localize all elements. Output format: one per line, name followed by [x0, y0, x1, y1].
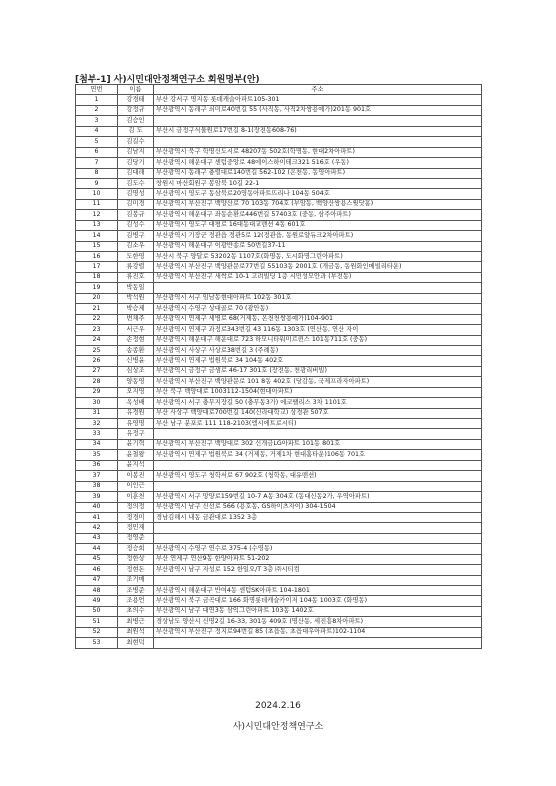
- member-name: 손정현: [118, 335, 154, 345]
- table-row: [76, 314, 482, 324]
- member-name: 김성수: [118, 220, 154, 230]
- member-name: 정영준: [118, 533, 154, 543]
- row-number: 36: [76, 460, 118, 470]
- member-name: 김길수: [118, 137, 154, 147]
- row-number: 53: [76, 638, 118, 648]
- member-name: 유정구: [118, 429, 154, 439]
- member-name: 도한영: [118, 252, 154, 262]
- member-address: [154, 429, 482, 439]
- row-number: 2: [76, 105, 118, 115]
- table-row: [76, 147, 482, 157]
- member-address: [154, 283, 482, 293]
- row-number: 29: [76, 387, 118, 397]
- row-number: 15: [76, 241, 118, 251]
- member-address: 경상남도 양산시 신명2길 16-33, 301동 409호 (명산동, 세진흥8차아파트): [154, 617, 482, 627]
- table-row: [76, 262, 482, 272]
- member-address: 부산광역시 부산진구 백양산로 70 103동 704호 (부암동, 백양산쌍용스윗닷홈): [154, 199, 482, 209]
- member-address: [154, 638, 482, 648]
- row-number: 42: [76, 523, 118, 533]
- member-name: 송종환: [118, 345, 154, 355]
- member-address: 부산광역시 기장군 정관읍 정관5로 12(정관읍, 동원로얄듀크2차아파트): [154, 231, 482, 241]
- table-row: [76, 283, 482, 293]
- member-address: 부산광역시 북구 금곡대로 166 화명롯데캐슬카이저 104동 1003호 (화명동): [154, 596, 482, 606]
- member-name: 이훈천: [118, 492, 154, 502]
- member-address: 부산 사상구 백양대로700번길 140(신라대학교) 상경관 507호: [154, 408, 482, 418]
- member-name: 양동영: [118, 377, 154, 387]
- member-address: 부산 강서구 명지동 롯데캐슬아파트105-301: [154, 95, 482, 105]
- table-row: [76, 492, 482, 502]
- member-address: 부산광역시 연제구 세병로 68(거제동, 온천천쌍용예가)104-901: [154, 314, 482, 324]
- member-address: 부산광역시 부산진구 새싹로 10-1 고려빌딩 1층 시민성모안과 (부전동): [154, 272, 482, 282]
- table-row: [76, 481, 482, 491]
- member-name: 최현덕: [118, 638, 154, 648]
- organization-name: 사)시민대안정책연구소: [232, 722, 324, 732]
- member-name: 신병윤: [118, 356, 154, 366]
- member-address: 부산광역시 해운대구 좌동순환로446번길 57403호 (중동, 삼주아파트): [154, 210, 482, 220]
- table-row: [76, 606, 482, 616]
- table-row: [76, 523, 482, 533]
- row-number: 51: [76, 617, 118, 627]
- member-address: 부산광역시 영도구 동삼북로20영동아파트뜨리나 104동 504호: [154, 189, 482, 199]
- member-name: 조용언: [118, 596, 154, 606]
- member-name: 정현돈: [118, 565, 154, 575]
- member-name: 김당기: [118, 158, 154, 168]
- row-number: 10: [76, 189, 118, 199]
- member-address: 부산광역시 연제구 법원북로 34 (거제동, 거제1차 현대홈타운)106동 701호: [154, 450, 482, 460]
- row-number: 7: [76, 158, 118, 168]
- member-address: 부산광역시 서구 망양로159번길 10-7 A동 304호 (동대신동2가, 우역아파트): [154, 492, 482, 502]
- member-address: 부산광역시 연제구 법원북로 34 104동 402호: [154, 356, 482, 366]
- member-name: 오지영: [118, 387, 154, 397]
- row-number: 44: [76, 544, 118, 554]
- member-address: 부산광역시 남구 대연3동 삼익그린아파트 103동 1402호: [154, 606, 482, 616]
- member-name: 박석원: [118, 293, 154, 303]
- member-name: 박동일: [118, 283, 154, 293]
- row-number: 8: [76, 168, 118, 178]
- row-number: 17: [76, 262, 118, 272]
- row-number: 26: [76, 356, 118, 366]
- member-name: 조병준: [118, 586, 154, 596]
- table-row: [76, 126, 482, 136]
- row-number: 28: [76, 377, 118, 387]
- row-number: 6: [76, 147, 118, 157]
- member-name: 조기매: [118, 575, 154, 585]
- header-no: 연번: [76, 85, 118, 95]
- member-name: 초의수: [118, 606, 154, 616]
- member-address: 부산광역시 부산진구 정지로94번길 85 (초읍동, 초읍대우아파트)102-1104: [154, 627, 482, 637]
- table-row: [76, 116, 482, 126]
- member-address: [154, 481, 482, 491]
- member-name: 정승희: [118, 544, 154, 554]
- member-roster-table: [75, 84, 482, 649]
- table-row: [76, 137, 482, 147]
- member-address: 부산광역시 수영구 상대골로 70 (광안동): [154, 304, 482, 314]
- table-row: [76, 575, 482, 585]
- member-name: 류진호: [118, 272, 154, 282]
- member-address: 부산광역시 남구 자성로 152 한일오/T 3층 ㈜시티컴: [154, 565, 482, 575]
- member-address: 부산광역시 동래구 충렬대로140번길 562-102 (온천동, 동영아파트): [154, 168, 482, 178]
- member-address: 부산시 북구 양달로 53202동 1107호(화명동, 도시화명그린아파트): [154, 252, 482, 262]
- row-number: 50: [76, 606, 118, 616]
- row-number: 24: [76, 335, 118, 345]
- row-number: 5: [76, 137, 118, 147]
- row-number: 48: [76, 586, 118, 596]
- member-name: 김대래: [118, 168, 154, 178]
- row-number: 11: [76, 199, 118, 209]
- table-row: [76, 512, 482, 522]
- table-row: [76, 335, 482, 345]
- member-name: 김봉규: [118, 210, 154, 220]
- member-name: 김소우: [118, 241, 154, 251]
- table-row: [76, 419, 482, 429]
- member-address: [154, 460, 482, 470]
- member-address: 부산 연제구 연산9동 한양아파트 51-202: [154, 554, 482, 564]
- member-name: 정한상: [118, 554, 154, 564]
- member-name: 심상조: [118, 366, 154, 376]
- member-name: 김도수: [118, 178, 154, 188]
- table-row: [76, 366, 482, 376]
- member-address: 경남김해시 내동 금관대로 1352 3층: [154, 512, 482, 522]
- member-address: 부산광역시 해운대구 이광반송로 50번길37-11: [154, 241, 482, 251]
- row-number: 45: [76, 554, 118, 564]
- table-row: [76, 189, 482, 199]
- member-name: 박승제: [118, 304, 154, 314]
- member-name: 김병구: [118, 231, 154, 241]
- row-number: 16: [76, 252, 118, 262]
- row-number: 49: [76, 596, 118, 606]
- table-row: [76, 199, 482, 209]
- row-number: 52: [76, 627, 118, 637]
- table-row: [76, 429, 482, 439]
- table-row: [76, 345, 482, 355]
- member-name: 이인근: [118, 481, 154, 491]
- row-number: 25: [76, 345, 118, 355]
- member-name: 강정규: [118, 105, 154, 115]
- header-address: 주소: [154, 85, 482, 95]
- member-address: 부산광역시 사상구 사상로38번길 3 (주례동): [154, 345, 482, 355]
- member-address: 부산시 금정구식물원로17번길 8-1(장전동608-76): [154, 126, 482, 136]
- row-number: 46: [76, 565, 118, 575]
- row-number: 20: [76, 293, 118, 303]
- table-row: [76, 565, 482, 575]
- table-row: [76, 272, 482, 282]
- member-name: 이봉진: [118, 471, 154, 481]
- row-number: 27: [76, 366, 118, 376]
- table-row: [76, 638, 482, 648]
- row-number: 21: [76, 304, 118, 314]
- table-row: [76, 398, 482, 408]
- member-address: 부산광역시 해운대구 센텀중앙로 48에이스하이테크321 516호 (우동): [154, 158, 482, 168]
- table-row: [76, 304, 482, 314]
- row-number: 33: [76, 429, 118, 439]
- row-number: 43: [76, 533, 118, 543]
- member-name: 김승인: [118, 116, 154, 126]
- table-row: [76, 387, 482, 397]
- row-number: 40: [76, 502, 118, 512]
- member-name: 김 도: [118, 126, 154, 136]
- member-address: 부산광역시 북구 학명신도시로 48207동 502호(학명동, 현대2차아파트): [154, 147, 482, 157]
- row-number: 34: [76, 439, 118, 449]
- member-address: 부산광역시 수영구 연수로 375-4 (수영동): [154, 544, 482, 554]
- row-number: 37: [76, 471, 118, 481]
- row-number: 35: [76, 450, 118, 460]
- member-name: 변채주: [118, 314, 154, 324]
- member-address: [154, 116, 482, 126]
- member-name: 김명성: [118, 189, 154, 199]
- member-name: 옥성배: [118, 398, 154, 408]
- row-number: 12: [76, 210, 118, 220]
- row-number: 30: [76, 398, 118, 408]
- member-name: 정민재: [118, 523, 154, 533]
- member-name: 정경미: [118, 512, 154, 522]
- member-address: 부산광역시 영도구 청학서로 67 902호 (청학동, 대유맨션): [154, 471, 482, 481]
- table-row: [76, 325, 482, 335]
- row-number: 13: [76, 220, 118, 230]
- roster-body: [76, 95, 482, 648]
- row-number: 31: [76, 408, 118, 418]
- member-address: 부산광역시 해운대구 반여4동 센텀SK아파트 104-1801: [154, 586, 482, 596]
- member-name: 강경태: [118, 95, 154, 105]
- table-row: [76, 627, 482, 637]
- table-row: [76, 617, 482, 627]
- row-number: 19: [76, 283, 118, 293]
- member-address: 부산광역시 해운대구 해운대로 723 하모니타워미르퀸스 101동711호 (중동): [154, 335, 482, 345]
- member-address: 부산광역시 부산진구 백양관문로77번길 55103동 2001호 (개금동, 동원화인메빌리타운): [154, 262, 482, 272]
- table-row: [76, 231, 482, 241]
- member-address: [154, 533, 482, 543]
- table-row: [76, 293, 482, 303]
- member-address: 부산광역시 동래구 쇠미로40번길 55 (사직동, 사직2차쌍용예가)201동 901호: [154, 105, 482, 115]
- member-name: 서근우: [118, 325, 154, 335]
- member-address: 부산광역시 연제구 과정로343번길 43 116동 1303호 (연산동, 연산 자이: [154, 325, 482, 335]
- member-address: 부산광역시 서구 충무지장길 50 (충무동3가) 에코팰리스 3차 1101호: [154, 398, 482, 408]
- member-address: [154, 137, 482, 147]
- member-address: 부산광역시 남구 신선로 566 (용호동, GS하이츠자이) 304-1504: [154, 502, 482, 512]
- row-number: 22: [76, 314, 118, 324]
- table-row: [76, 439, 482, 449]
- header-name: 이름: [118, 85, 154, 95]
- row-number: 18: [76, 272, 118, 282]
- table-header-row: [76, 85, 482, 95]
- table-row: [76, 356, 482, 366]
- table-row: [76, 158, 482, 168]
- table-row: [76, 596, 482, 606]
- row-number: 3: [76, 116, 118, 126]
- table-row: [76, 377, 482, 387]
- member-address: 창원시 마산회원구 봉암북 10길 22-1: [154, 178, 482, 188]
- table-row: [76, 95, 482, 105]
- member-name: 유영명: [118, 419, 154, 429]
- member-name: 정의정: [118, 502, 154, 512]
- member-address: [154, 575, 482, 585]
- member-name: 윤기혁: [118, 439, 154, 449]
- row-number: 9: [76, 178, 118, 188]
- member-address: 부산광역시 영도구 대평로 16대동대교맨션 4동 601호: [154, 220, 482, 230]
- row-number: 39: [76, 492, 118, 502]
- row-number: 14: [76, 231, 118, 241]
- row-number: 1: [76, 95, 118, 105]
- table-row: [76, 471, 482, 481]
- member-name: 김남지: [118, 147, 154, 157]
- row-number: 4: [76, 126, 118, 136]
- table-row: [76, 502, 482, 512]
- table-row: [76, 210, 482, 220]
- member-name: 류강렬: [118, 262, 154, 272]
- row-number: 32: [76, 419, 118, 429]
- row-number: 41: [76, 512, 118, 522]
- table-row: [76, 220, 482, 230]
- table-row: [76, 460, 482, 470]
- row-number: 47: [76, 575, 118, 585]
- table-row: [76, 408, 482, 418]
- member-address: 부산광역시 부산진구 백양관문로 101 8동 402호 (당감동, 국제프라자아파트): [154, 377, 482, 387]
- table-row: [76, 105, 482, 115]
- member-address: 부산광역시 서구 임남동현대아파트 102동 301호: [154, 293, 482, 303]
- table-row: [76, 168, 482, 178]
- member-name: 김미경: [118, 199, 154, 209]
- member-name: 윤지석: [118, 460, 154, 470]
- member-name: 최원석: [118, 627, 154, 637]
- member-address: [154, 523, 482, 533]
- table-row: [76, 241, 482, 251]
- member-address: 부산 북구 백양대로 1003112-1504(현대아파트): [154, 387, 482, 397]
- table-row: [76, 178, 482, 188]
- member-name: 유경원: [118, 408, 154, 418]
- table-row: [76, 544, 482, 554]
- row-number: 23: [76, 325, 118, 335]
- document-date: 2024.2.16: [255, 701, 301, 711]
- page-title: [첨부-1] 사)시민대안정책연구소 회원명부(안): [75, 75, 260, 85]
- member-name: 윤철왕: [118, 450, 154, 460]
- row-number: 38: [76, 481, 118, 491]
- member-address: 부산광역시 금정구 금샘로 46-17 301호 (장전동, 천광리버빌): [154, 366, 482, 376]
- table-row: [76, 586, 482, 596]
- table-row: [76, 252, 482, 262]
- table-row: [76, 450, 482, 460]
- member-name: 최병근: [118, 617, 154, 627]
- table-row: [76, 554, 482, 564]
- member-address: 부산 남구 분포로 111 118-2103(엠시에트로시티): [154, 419, 482, 429]
- table-row: [76, 533, 482, 543]
- member-address: 부산광역시 부산진구 백양대로 302 신개금LG아파트 101동 801호: [154, 439, 482, 449]
